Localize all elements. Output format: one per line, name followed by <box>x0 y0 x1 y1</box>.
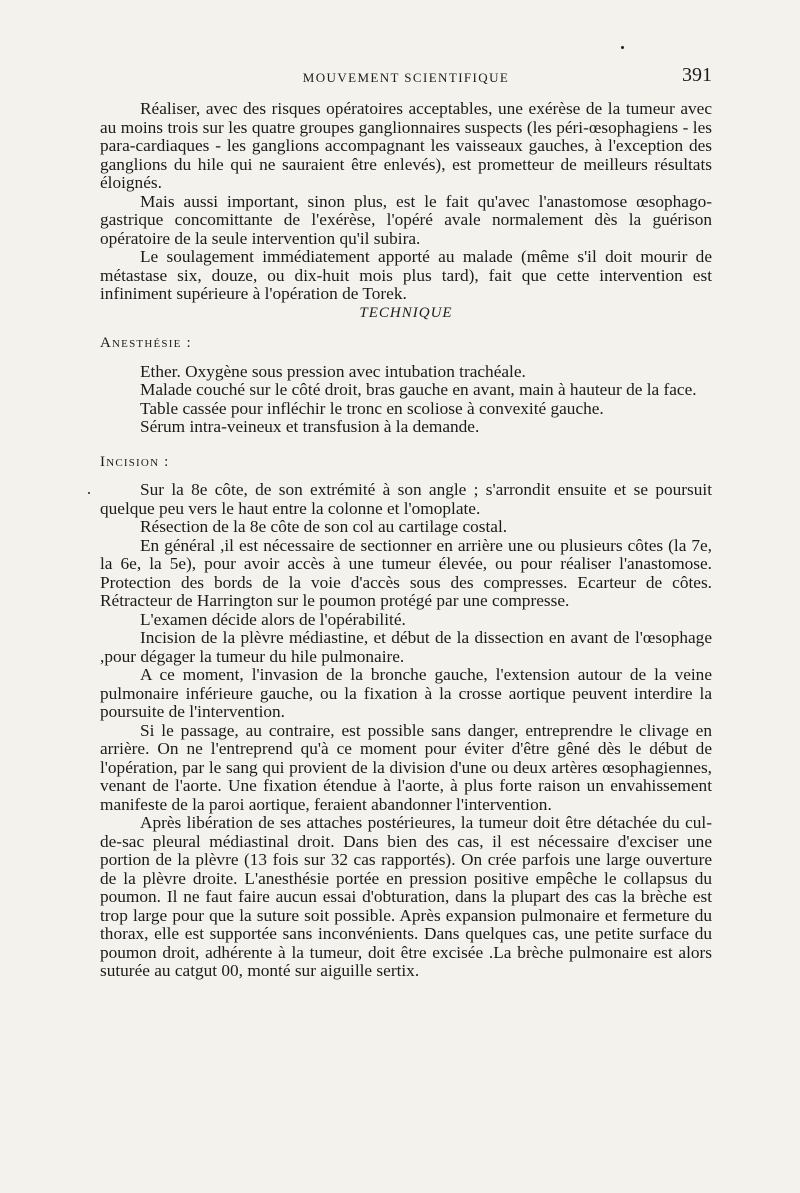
running-title: MOUVEMENT SCIENTIFIQUE <box>302 70 510 85</box>
paragraph: Incision de la plèvre médiastine, et début de la dissection en avant de l'œsophage ,pour dégager la tumeur du hile pulmonaire. <box>100 628 712 666</box>
body-text <box>100 100 712 981</box>
paragraph: Le soulagement immédiatement apporté au malade (même s'il doit mourir de métastase six, douze, ou dix-huit mois plus tard), fait que cette intervention est infiniment supérieure à l'opération de Torek. <box>100 247 712 303</box>
paragraph: Ether. Oxygène sous pression avec intubation trachéale. <box>140 361 526 381</box>
page-number: 391 <box>682 64 712 86</box>
section-heading-technique: TECHNIQUE <box>359 304 453 321</box>
running-header <box>100 64 712 88</box>
sub-heading-incision: Incision : <box>100 453 170 470</box>
paragraph: En général ,il est nécessaire de sectionner en arrière une ou plusieurs côtes (la 7e, la 6e, la 5e), pour avoir accès à une tumeur élevée, ou pour réaliser l'anastomose. Protection des bords de la voie d'accès sous des compresses. Ecarteur de côtes. Rétracteur de Harrington sur le poumon protégé par une compresse. <box>100 535 712 610</box>
paragraph: L'examen décide alors de l'opérabilité. <box>140 609 406 629</box>
paragraph: Sur la 8e côte, de son extrémité à son angle ; s'arrondit ensuite et se poursuit quelque peu vers le haut entre la colonne et l'omoplate. <box>100 480 712 518</box>
paragraph: Sérum intra-veineux et transfusion à la demande. <box>140 417 480 436</box>
paragraph: Réaliser, avec des risques opératoires acceptables, une exérèse de la tumeur avec au moins trois sur les quatre groupes ganglionnaires suspects (les péri-œsophagiens - les para-cardiaques - les ganglions accompagnant les vaisseaux gauches, à l'exception des ganglions du hile qui ne sauraient être enlevés), est prometteur de meilleurs résultats éloignés. <box>100 99 712 192</box>
sub-heading-anesthesie: Anesthésie : <box>100 335 192 351</box>
ink-speck <box>88 492 90 494</box>
ink-speck <box>621 46 624 49</box>
paragraph: Malade couché sur le côté droit, bras gauche en avant, main à hauteur de la face. <box>140 380 697 399</box>
paragraph: Résection de la 8e côte de son col au cartilage costal. <box>140 517 508 536</box>
paragraph: Après libération de ses attaches postérieures, la tumeur doit être détachée du cul-de-sac pleural médiastinal droit. Dans bien des cas, il est nécessaire d'exciser une portion de la plèvre (13 fois sur 32 cas rapportés). On crée parfois une large ouverture de la plèvre droite. L'anesthésie portée en pression positive empêche le collapsus du poumon. Il ne faut faire aucun essai d'obturation, dans la plupart des cas la brèche est trop large pour que la suture soit possible. Après expansion pulmonaire et fermeture du thorax, elle est supportée sans inconvénients. Dans quelques cas, une petite surface du poumon droit, adhérente à la tumeur, doit être excisée .La brèche pulmonaire est alors suturée au catgut 00, monté sur aiguille sertix. <box>100 813 712 980</box>
paragraph: Table cassée pour infléchir le tronc en scoliose à convexité gauche. <box>140 398 604 418</box>
paragraph: Mais aussi important, sinon plus, est le fait qu'avec l'anastomose œsophago-gastrique concomittante de l'exérèse, l'opéré avale normalement dès la guérison opératoire de la seule intervention qu'il subira. <box>100 191 712 248</box>
paragraph: Si le passage, au contraire, est possible sans danger, entreprendre le clivage en arrière. On ne l'entreprend qu'à ce moment pour éviter d'être gêné dès le début de l'opération, par le sang qui provient de la division d'une ou deux artères œsophagiennes, venant de l'aorte. Une fixation étendue à l'aorte, à plus forte raison un envahissement manifeste de la paroi aortique, feraient abandonner l'intervention. <box>100 720 712 814</box>
paragraph: A ce moment, l'invasion de la bronche gauche, l'extension autour de la veine pulmonaire inférieure gauche, ou la fixation à la crosse aortique peuvent interdire la poursuite de l'intervention. <box>100 665 712 721</box>
